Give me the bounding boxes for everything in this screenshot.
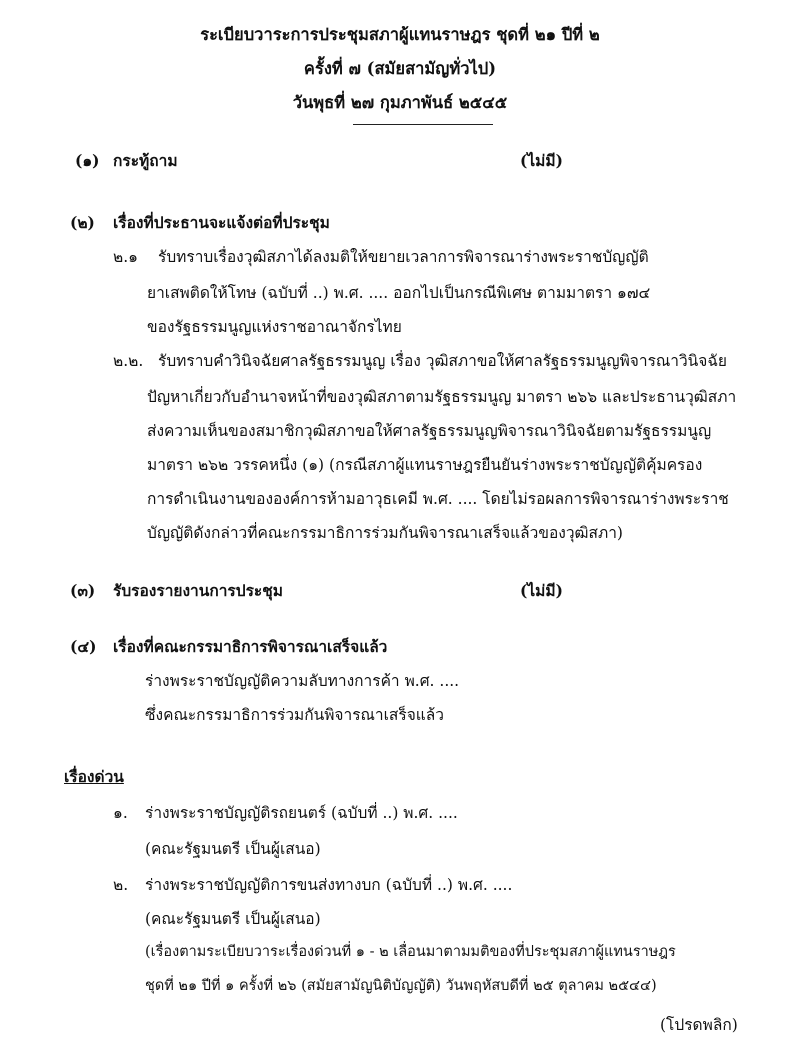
section-2-number: (๒) — [70, 213, 95, 232]
urgent-item-2-line2: (คณะรัฐมนตรี เป็นผู้เสนอ) — [145, 910, 321, 928]
section-4-number: (๔) — [70, 637, 97, 656]
item-2-2-line4: มาตรา ๒๖๒ วรรคหนึ่ง (๑) (กรณีสภาผู้แทนราษฎรยืนยันร่างพระราชบัญญัติคุ้มครอง — [147, 456, 703, 474]
section-2-title: เรื่องที่ประธานจะแจ้งต่อที่ประชุม — [113, 213, 330, 232]
item-2-1-line1: รับทราบเรื่องวุฒิสภาได้ลงมติให้ขยายเวลาการพิจารณาร่างพระราชบัญญัติ — [158, 248, 649, 266]
urgent-note-line2: ชุดที่ ๒๑ ปีที่ ๑ ครั้งที่ ๒๖ (สมัยสามัญนิติบัญญัติ) วันพฤหัสบดีที่ ๒๕ ตุลาคม ๒๕๔๔) — [145, 978, 657, 994]
item-2-2-line1: รับทราบคำวินิจฉัยศาลรัฐธรรมนูญ เรื่อง วุฒิสภาขอให้ศาลรัฐธรรมนูญพิจารณาวินิจฉัย — [158, 352, 728, 370]
section-3-title: รับรองรายงานการประชุม — [113, 581, 283, 600]
agenda-title-line1: ระเบียบวาระการประชุมสภาผู้แทนราษฎร ชุดที่ ๒๑ ปีที่ ๒ — [200, 25, 600, 44]
urgent-item-2-line1: ร่างพระราชบัญญัติการขนส่งทางบก (ฉบับที่ ..) พ.ศ. .... — [145, 876, 513, 894]
section-1-number: (๑) — [75, 151, 100, 170]
item-2-2-line2: ปัญหาเกี่ยวกับอำนาจหน้าที่ของวุฒิสภาตามรัฐธรรมนูญ มาตรา ๒๖๖ และประธานวุฒิสภา — [147, 388, 737, 406]
section-4-line1: ร่างพระราชบัญญัติความลับทางการค้า พ.ศ. .... — [145, 672, 460, 690]
urgent-item-1-line2: (คณะรัฐมนตรี เป็นผู้เสนอ) — [145, 840, 321, 858]
agenda-title-line2: ครั้งที่ ๗ (สมัยสามัญทั่วไป) — [303, 59, 497, 78]
urgent-item-2-number: ๒. — [113, 876, 129, 894]
urgent-item-1-line1: ร่างพระราชบัญญัติรถยนตร์ (ฉบับที่ ..) พ.ศ. .... — [145, 804, 458, 822]
item-2-1-line3: ของรัฐธรรมนูญแห่งราชอาณาจักรไทย — [147, 318, 402, 336]
urgent-item-1-number: ๑. — [113, 804, 128, 822]
please-turn-over: (โปรดพลิก) — [660, 1016, 738, 1034]
section-1-title: กระทู้ถาม — [113, 151, 178, 170]
section-3-status: (ไม่มี) — [520, 581, 563, 600]
item-2-2-line6: บัญญัติดังกล่าวที่คณะกรรมาธิการร่วมกันพิจารณาเสร็จแล้วของวุฒิสภา) — [147, 524, 623, 542]
section-4-line2: ซึ่งคณะกรรมาธิการร่วมกันพิจารณาเสร็จแล้ว — [145, 706, 444, 724]
item-2-2-line3: ส่งความเห็นของสมาชิกวุฒิสภาขอให้ศาลรัฐธรรมนูญพิจารณาวินิจฉัยตามรัฐธรรมนูญ — [147, 422, 712, 440]
urgent-heading: เรื่องด่วน — [64, 767, 124, 786]
section-1-status: (ไม่มี) — [520, 151, 563, 170]
item-2-1-line2: ยาเสพติดให้โทษ (ฉบับที่ ..) พ.ศ. .... ออกไปเป็นกรณีพิเศษ ตามมาตรา ๑๗๔ — [147, 284, 651, 302]
item-2-2-number: ๒.๒. — [113, 352, 144, 370]
item-2-1-number: ๒.๑ — [113, 248, 138, 266]
urgent-note-line1: (เรื่องตามระเบียบวาระเรื่องด่วนที่ ๑ - ๒ เลื่อนมาตามมติของที่ประชุมสภาผู้แทนราษฎร — [145, 944, 676, 960]
section-3-number: (๓) — [70, 581, 96, 600]
agenda-title-line3: วันพุธที่ ๒๗ กุมภาพันธ์ ๒๕๔๕ — [292, 93, 508, 112]
item-2-2-line5: การดำเนินงานขององค์การห้ามอาวุธเคมี พ.ศ. .... โดยไม่รอผลการพิจารณาร่างพระราช — [147, 490, 729, 508]
header-divider — [353, 124, 493, 125]
section-4-title: เรื่องที่คณะกรรมาธิการพิจารณาเสร็จแล้ว — [113, 637, 388, 656]
